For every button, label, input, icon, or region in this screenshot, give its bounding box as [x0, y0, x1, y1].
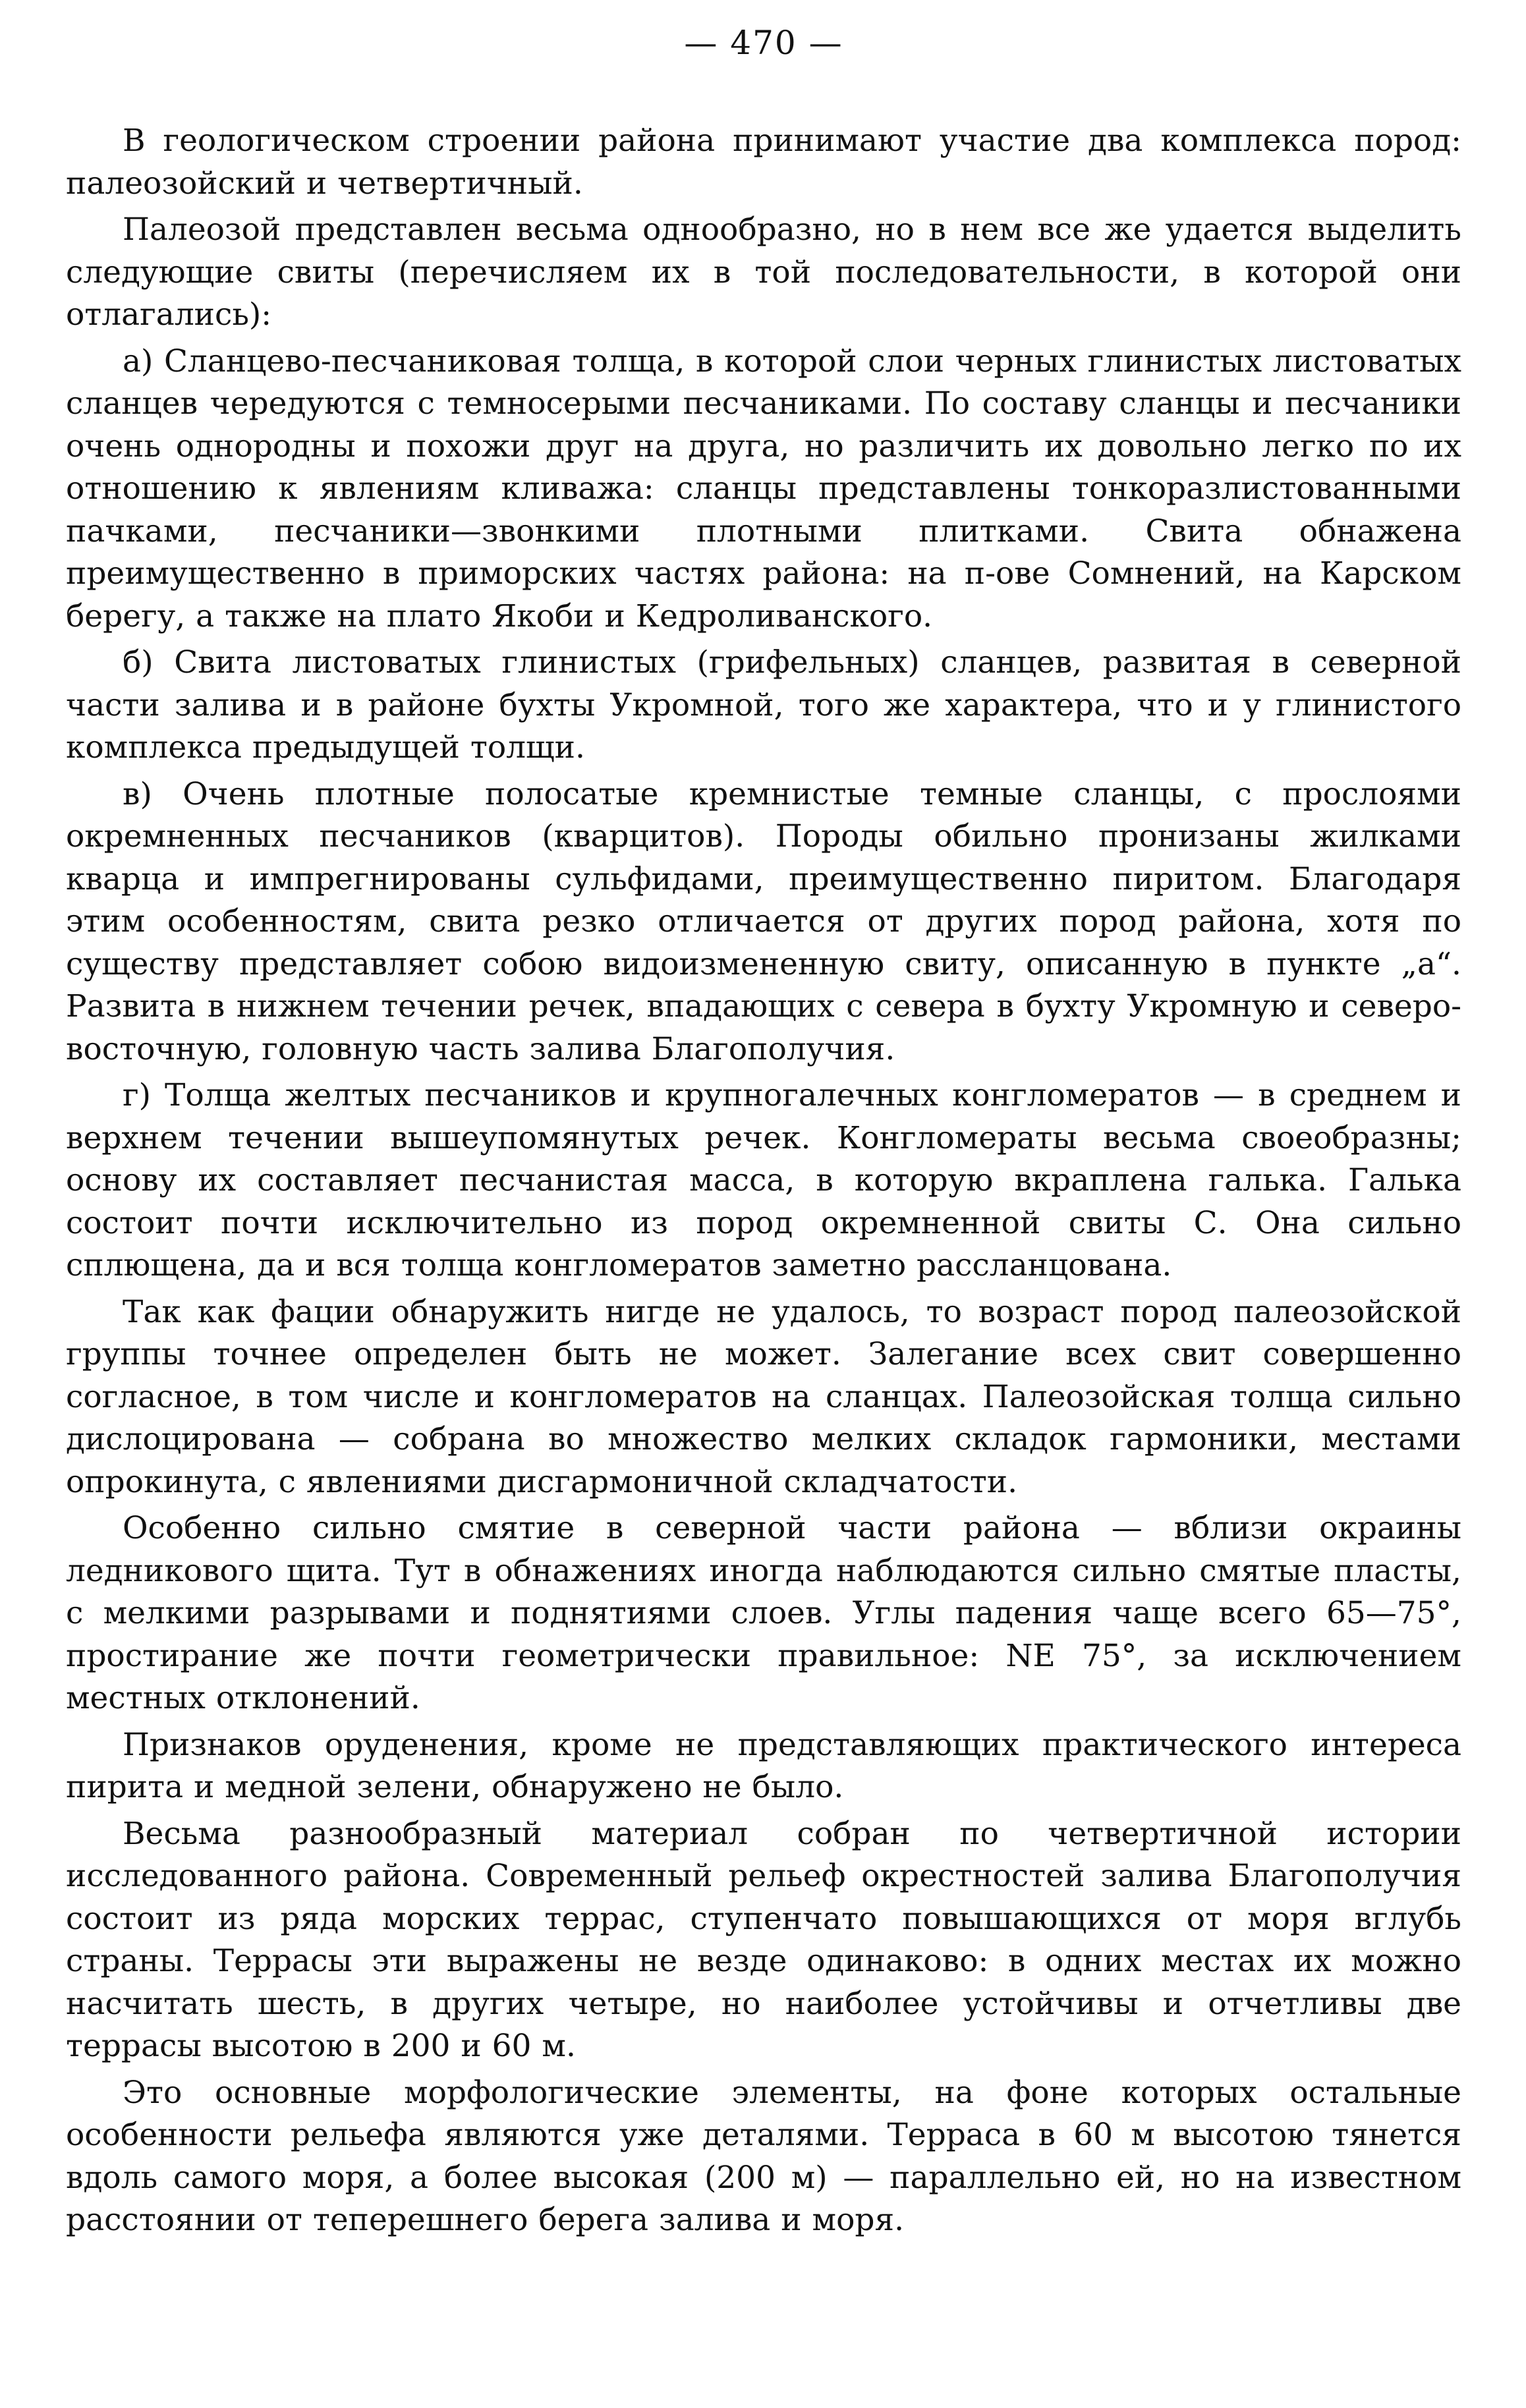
document-page: [66, 20, 1461, 2246]
paragraph-paleozoic-suites: Палеозой представлен весьма однообразно, но в нем все же удается выделить следующие свиты (перечисляем их в той последовательности, в которой они отлагались):: [66, 211, 1461, 333]
paragraph-quaternary-terraces: Весьма разнообразный материал собран по четвертичной истории исследованного района. Современный рельеф окрестностей залива Благополучия состоит из ряда морских террас, ступенчато повышающихся от моря вглубь страны. Террасы эти выражены не везде одинаково: в одних местах их можно насчитать шесть, в других четыре, но наиболее устойчивы и отчетливы две террасы высотою в 200 и 60 м.: [66, 1815, 1461, 2064]
paragraph-suite-b: б) Свита листоватых глинистых (грифельных) сланцев, развитая в северной части залива и в районе бухты Укромной, того же характера, что и у глинистого комплекса предыдущей толщи.: [66, 644, 1461, 766]
paragraph-age-dislocation: Так как фации обнаружить нигде не удалось, то возраст пород палеозойской группы точнее определен быть не может. Залегание всех свит совершенно согласное, в том числе и конгломератов на сланцах. Палеозойская толща сильно дислоцирована — собрана во множество мелких складок гармоники, местами опрокинута, с явлениями дисгармоничной складчатости.: [66, 1293, 1461, 1500]
paragraph-folding-north: Особенно сильно смятие в северной части района — вблизи окраины ледникового щита. Тут в обнажениях иногда наблюдаются сильно смятые пласты, с мелкими разрывами и поднятиями слоев. Углы падения чаще всего 65—75°, простирание же почти геометрически правильное: NE 75°, за исключением местных отклонений.: [66, 1510, 1461, 1716]
paragraph-suite-a: а) Сланцево-песчаниковая толща, в которой слои черных глинистых листоватых сланцев чередуются с темносерыми песчаниками. По составу сланцы и песчаники очень однородны и похожи друг на друга, но различить их довольно легко по их отношению к явлениям кливажа: сланцы представлены тонкоразлистованными пачками, песчаники—звонкими плотными плитками. Свита обнажена преимущественно в приморских частях района: на п-ове Сомнений, на Карском берегу, а также на плато Якоби и Кедроливанского.: [66, 343, 1461, 634]
paragraph-morphology: Это основные морфологические элементы, на фоне которых остальные особенности рельефа являются уже деталями. Терраса в 60 м высотою тянется вдоль самого моря, а более высокая (200 м) — параллельно ей, но на известном расстоянии от теперешнего берега залива и моря.: [66, 2074, 1461, 2238]
page-number: — 470 —: [684, 24, 843, 62]
paragraph-geology-intro: В геологическом строении района принимают участие два комплекса пород: палеозойский и четвертичный.: [66, 123, 1461, 202]
paragraph-suite-c: в) Очень плотные полосатые кремнистые темные сланцы, с прослоями окремненных песчаников (кварцитов). Породы обильно пронизаны жилками кварца и импрегнированы сульфидами, преимущественно пиритом. Благодаря этим особенностям, свита резко отличается от других пород района, хотя по существу представляет собою видоизмененную свиту, описанную в пункте „а“. Развита в нижнем течении речек, впадающих с севера в бухту Укромную и северо-восточную, головную часть залива Благополучия.: [66, 775, 1461, 1067]
paragraph-mineralization: Признаков оруденения, кроме не представляющих практического интереса пирита и медной зелени, обнаружено не было.: [66, 1726, 1461, 1805]
paragraph-suite-d: г) Толща желтых песчаников и крупногалечных конгломератов — в среднем и верхнем течении вышеупомянутых речек. Конгломераты весьма своеобразны; основу их составляет песчанистая масса, в которую вкраплена галька. Галька состоит почти исключительно из пород окремненной свиты С. Она сильно сплющена, да и вся толща конгломератов заметно рассланцована.: [66, 1077, 1461, 1283]
